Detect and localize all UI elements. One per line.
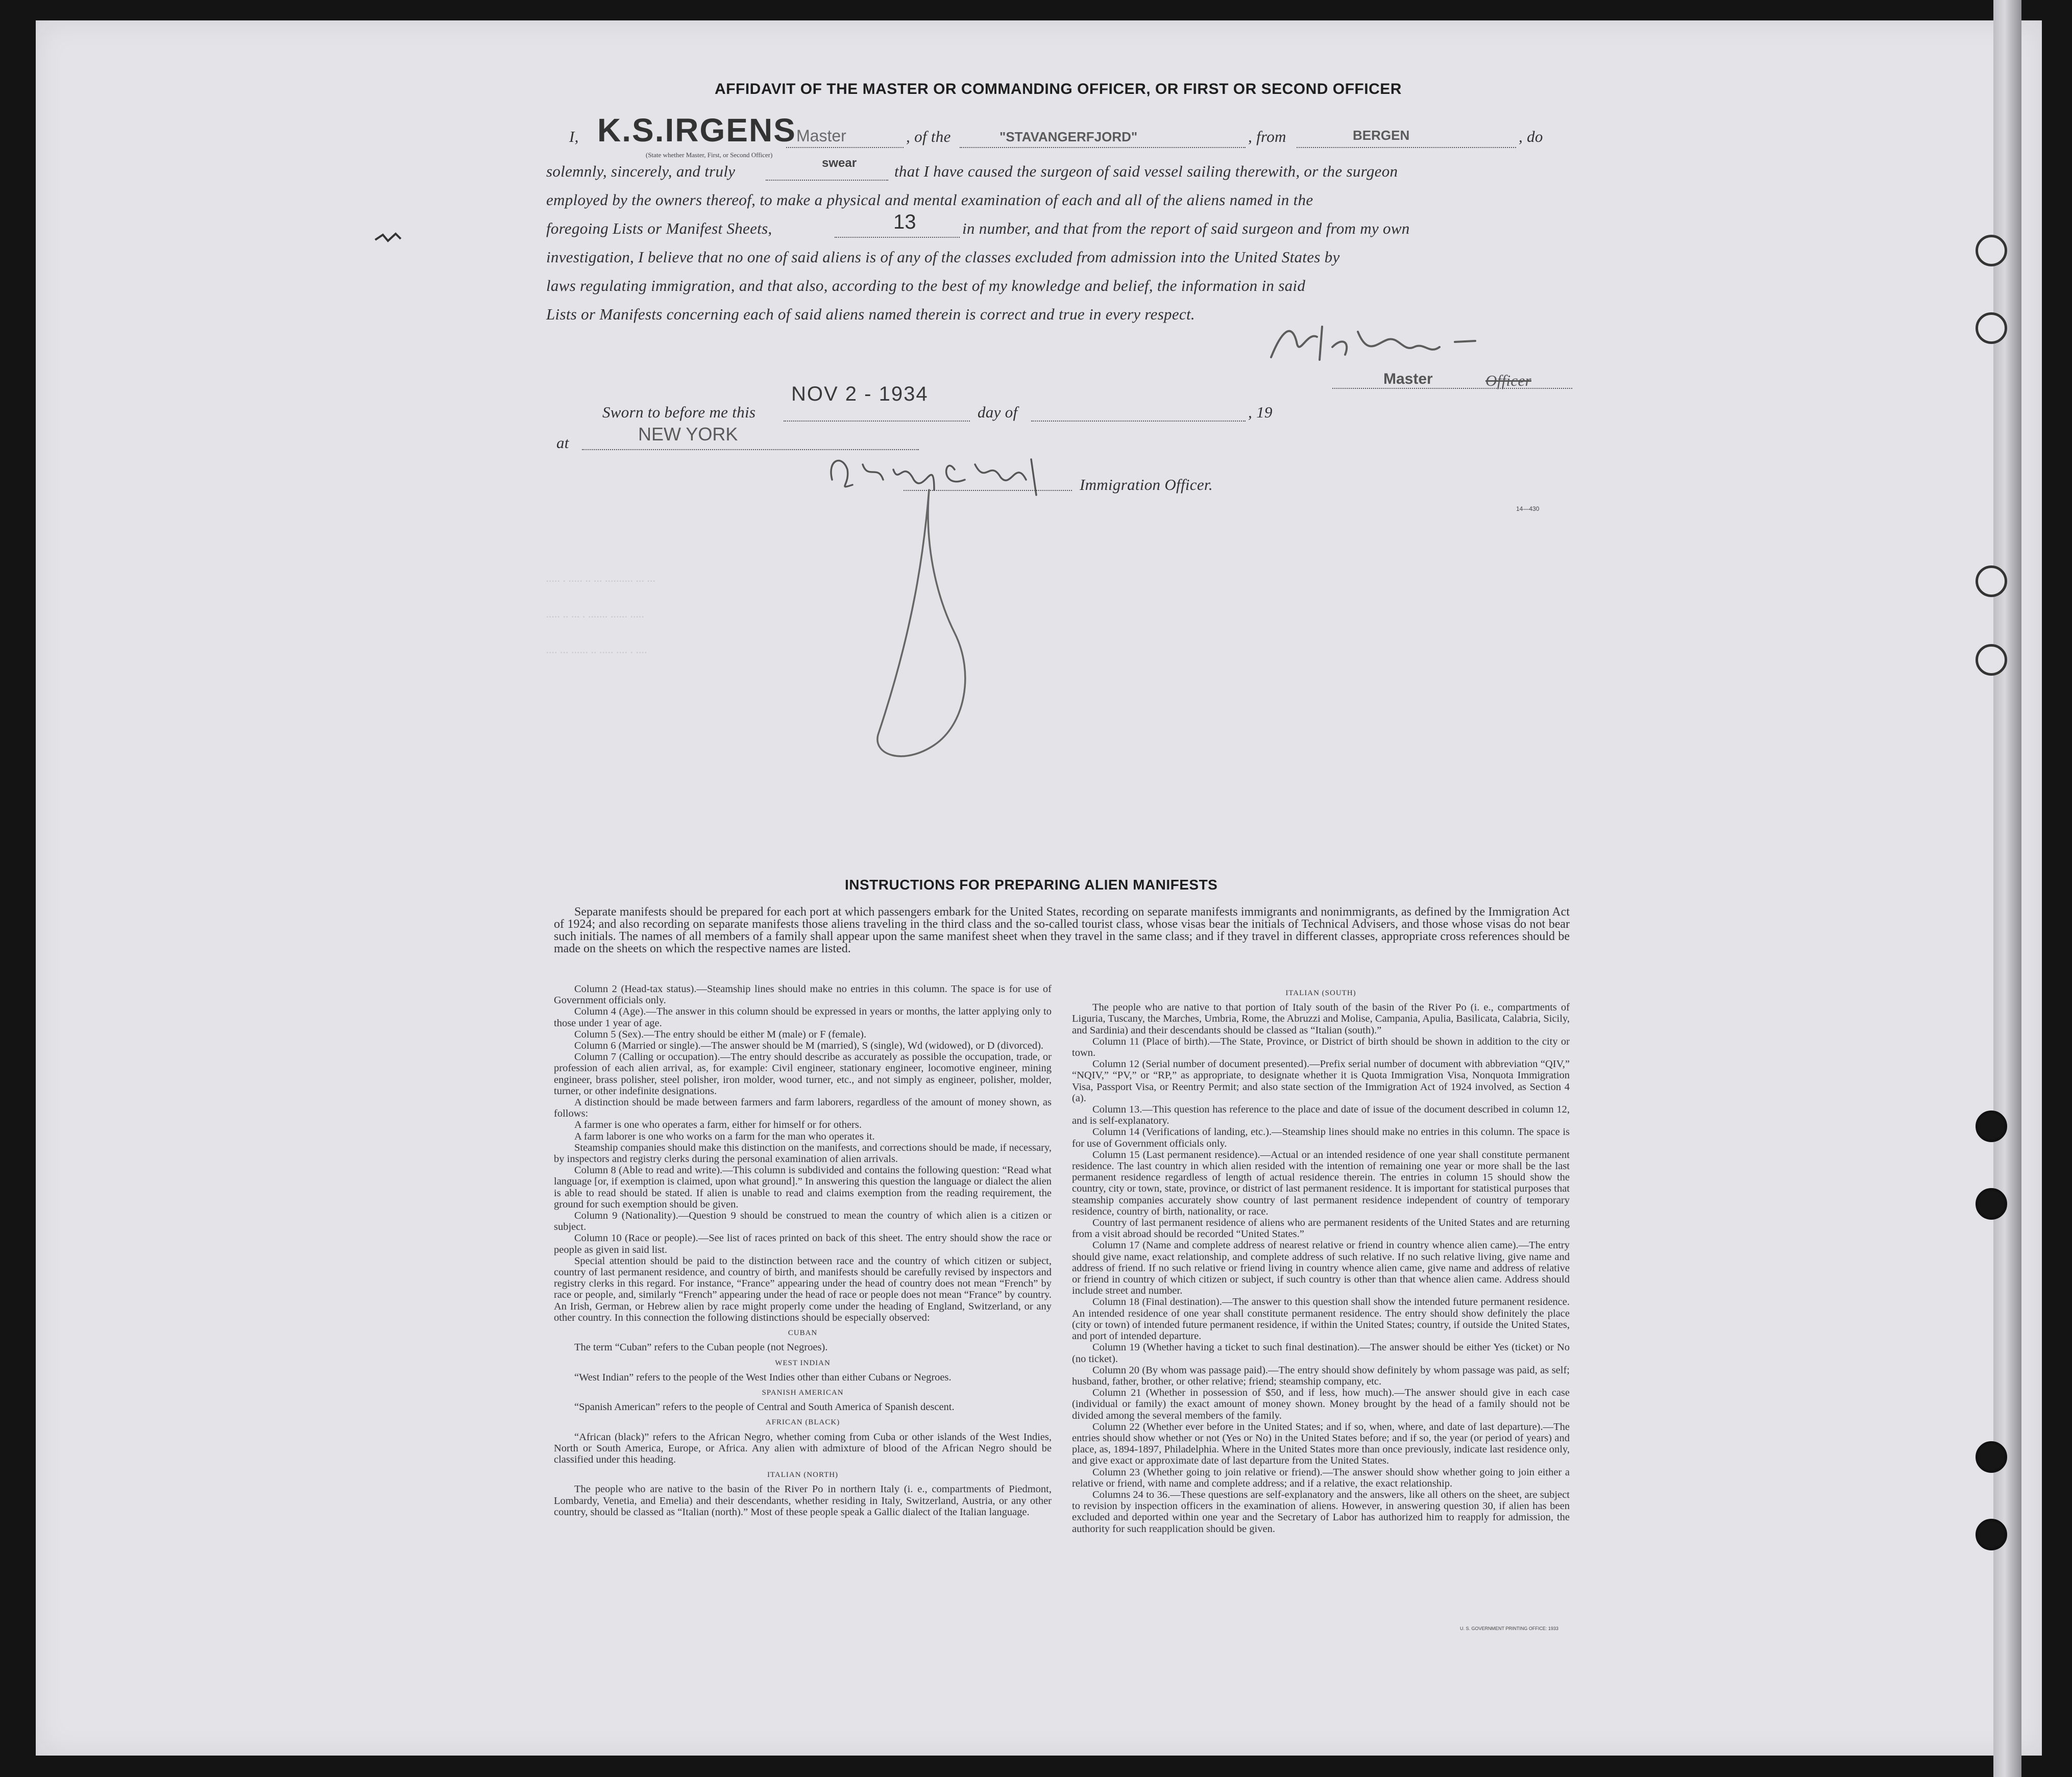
- location-stamp: NEW YORK: [638, 424, 738, 445]
- affidavit-line4-end: in number, and that from the report of said surgeon and from my own: [962, 219, 1410, 237]
- sworn-date-stamp: NOV 2 - 1934: [791, 383, 929, 405]
- affidavit-do: , do: [1519, 128, 1543, 145]
- form-number: 14—430: [1516, 505, 1540, 512]
- officer-name-stamp: K.S.IRGENS: [597, 112, 796, 149]
- instructions-right-column: ITALIAN (SOUTH) The people who are native to that portion of Italy south of the basin of the River Po (i. e., compartments of Liguria, Tuscany, the Marches, Umbria, Rome, the Abruzzi and Molise, Campania, Apulia, Basilicata, Calabria, Sicily, and Sardinia) and their descendants should be classed as “Italian (south).” Column 11 (Place of birth).—The State, Province, or District of birth should be shown in addition to the city or town. Column 12 (Serial number of document presented).—Prefix serial number of document with abbreviation “QIV,” “NQIV,” “PV,” or “RP,” as appropriate, to designate whether it is Quota Immigration Visa, Nonquota Immigration Visa, Passport Visa, or Reentry Permit; and also state section of the Immigration Act of 1924 involved, as Section 4 (a). Column 13.—This question has reference to the place and date of issue of the document described in column 12, and is self-explanatory. Column 14 (Verifications of landing, etc.).—Steamship lines should make no entries in this column. The space is for use of Government officials only. Column 15 (Last permanent residence).—Actual or an intended residence of one year shall constitute permanent residence. The last country in which alien resided with the intention of remaining one year or more shall be the last permanent residence regardless of length of actual residence therein. The entries in column 15 should show the country, city or town, state, province, or district of last permanent residence. It is important for statistical purposes that steamship companies accurately show country of last permanent residence independent of country of temporary residence, country of birth, nationality, or race. Country of last permanent residence of aliens who are permanent residents of the United States and are returning from a visit abroad should be recorded “United States.” Column 17 (Name and complete address of nearest relative or friend in country whence alien came).—The entry should give name, exact relationship, and complete address of such relative. If no such relative living, give name and address of friend. If no such relative or friend living in country whence alien came, give name and address of relative or friend in country of which citizen or subject, if such country is other than that whence alien came. Address should include street and number. Column 18 (Final destination).—The answer to this question shall show the intended future permanent residence. An intended residence of one year shall constitute permanent residence. The entry should show definitely the place (city or town) of intended future permanent residence, if within the United States; country, if outside the United States, and port of intended departure. Column 19 (Whether having a ticket to such final destination).—The answer should be either Yes (ticket) or No (no ticket). Column 20 (By whom was passage paid).—The entry should show definitely by whom passage was paid, as self; husband, father, brother, or other relative; friend; steamship company, etc. Column 21 (Whether in possession of $50, and if less, how much).—The answer should give in each case (individual or family) the exact amount of money shown. Money brought by the head of a family should not be divided among the several members of the family. Column 22 (Whether ever before in the United States; and if so, when, where, and date of last departure).—The entries should show whether or not (Yes or No) in the United States before; and if so, the year (or period of years) and place, as, 1894-1897, Philadelphia. Where in the United States more than once previously, indicate last residence only, and give exact or approximate date of last departure from the United States. Column 23 (Whether going to join relative or friend).—The answer should show whether going to join either a relative or friend, with name and complete address; and if a relative, the exact relationship. Columns 24 to 36.—These questions are self-explanatory and the answers, like all others on the sheet, are subject to revision by inspection officers in the examination of aliens. However, in answering question 30, if alien has been excluded and deported within one year and the Secretary of Labor has authorized him to reapply for admission, the authority for such reapplication should be given.: [1072, 983, 1570, 1535]
- punch-hole-icon: [1976, 235, 2007, 266]
- affidavit-line2: solemnly, sincerely, and truly: [546, 162, 736, 180]
- heading-cuban: CUBAN: [788, 1329, 818, 1338]
- affidavit-line7: Lists or Manifests concerning each of said aliens named therein is correct and true in every respect.: [546, 305, 1195, 323]
- port-stamp: BERGEN: [1353, 128, 1410, 143]
- binding-strip: [1993, 0, 2021, 1777]
- day-of: day of: [978, 403, 1018, 421]
- affidavit-from: , from: [1248, 128, 1286, 145]
- master-signature-icon: [1261, 311, 1516, 373]
- master-title-stamp: Master: [1383, 371, 1433, 387]
- at-label: at: [556, 434, 569, 452]
- sworn-prefix: Sworn to before me this: [602, 403, 756, 421]
- officer-struck: Officer: [1485, 372, 1531, 389]
- affidavit-of-the: , of the: [906, 128, 951, 145]
- heading-italian-south: ITALIAN (SOUTH): [1285, 989, 1356, 997]
- printer-imprint: U. S. GOVERNMENT PRINTING OFFICE: 1933: [1460, 1626, 1558, 1631]
- heading-west-indian: WEST INDIAN: [775, 1359, 831, 1367]
- affidavit-line3: employed by the owners thereof, to make a physical and mental examination of each and all of the aliens named in the: [546, 191, 1313, 209]
- affidavit-title: AFFIDAVIT OF THE MASTER OR COMMANDING OFFICER, OR FIRST OR SECOND OFFICER: [715, 81, 1402, 97]
- instructions-left-column: Column 2 (Head-tax status).—Steamship lines should make no entries in this column. The space is for use of Government officials only. Column 4 (Age).—The answer in this column should be expressed in years or months, the latter applying only to those under 1 year of age. Column 5 (Sex).—The entry should be either M (male) or F (female). Column 6 (Married or single).—The answer should be M (married), S (single), Wd (widowed), or D (divorced). Column 7 (Calling or occupation).—The entry should describe as accurately as possible the occupation, trade, or profession of each alien arrival, as, for example: Civil engineer, stationary engineer, locomotive engineer, mining engineer, brass polisher, steel polisher, iron molder, wood turner, etc., and not simply as engineer, polisher, molder, turner, or other indefinite designations. A distinction should be made between farmers and farm laborers, regardless of the amount of money shown, as follows: A farmer is one who operates a farm, either for himself or for others. A farm laborer is one who works on a farm for the man who operates it. Steamship companies should make this distinction on the manifests, and corrections should be made, if necessary, by inspectors and registry clerks during the personal examination of alien arrivals. Column 8 (Able to read and write).—This column is subdivided and contains the following question: “Read what language [or, if exemption is claimed, upon what ground].” In answering this question the language or dialect the alien is able to read should be stated. If alien is unable to read and claims exemption from the reading requirement, the ground for such exemption should be given. Column 9 (Nationality).—Question 9 should be construed to mean the country of which alien is a citizen or subject. Column 10 (Race or people).—See list of races printed on back of this sheet. The entry should show the race or people as given in said list. Special attention should be paid to the distinction between race and the country of which citizen or subject, country of last permanent residence, and country of birth, and manifests should be carefully revised by inspectors and registry clerks in this regard. For instance, “France” appearing under the head of country does not mean “French” by race or people, and, similarly “French” appearing under the head of race or people does not mean “France” by country. An Irish, German, or Hebrew alien by race might properly come under the heading of England, Switzerland, or any other country. In this connection the following distinctions should be especially observed: CUBAN The term “Cuban” refers to the Cuban people (not Negroes). WEST INDIAN “West Indian” refers to the people of the West Indies other than either Cubans or Negroes. SPANISH AMERICAN “Spanish American” refers to the people of Central and South America of Spanish descent. AFRICAN (BLACK) “African (black)” refers to the African Negro, whether coming from Cuba or other islands of the West Indies, North or South America, Europe, or Africa. Any alien with admixture of blood of the African Negro should be classified under this heading. ITALIAN (NORTH) The people who are native to the basin of the River Po in northern Italy (i. e., compartments of Piedmont, Lombardy, Venetia, and Emelia) and their descendants, whether residing in Italy, Switzerland, Austria, or any other country, should be classed as “Italian (north).” Most of these people speak a Gallic dialect of the Italian language.: [554, 983, 1052, 1518]
- stray-mark-icon: [373, 230, 403, 245]
- officer-signature-icon: [822, 449, 1138, 776]
- affidavit-line6: laws regulating immigration, and that also, according to the best of my knowledge and belief, the information in said: [546, 277, 1306, 294]
- instructions-intro: Separate manifests should be prepared for each port at which passengers embark for the United States, recording on separate manifests immigrants and nonimmigrants, as defined by the Immigration Act of 1924; and also recording on separate manifests those aliens traveling in the third class and the so-called tourist class, whose visas bear the initials of Technical Advisers, and those whose visas do not bear such initials. The names of all members of a family shall appear upon the same manifest sheet when they travel in the same class; and if they travel in different classes, appropriate cross references should be made on the sheets on which the respective names are listed.: [554, 905, 1570, 955]
- punch-hole-icon: [1976, 1519, 2007, 1550]
- rank-note: (State whether Master, First, or Second Officer): [646, 151, 773, 159]
- affidavit-line4: foregoing Lists or Manifest Sheets,: [546, 219, 772, 237]
- immigration-officer-label: Immigration Officer.: [1080, 476, 1213, 493]
- punch-hole-icon: [1976, 565, 2007, 597]
- affidavit-i: I,: [569, 128, 579, 145]
- affidavit-line5: investigation, I believe that no one of said aliens is of any of the classes excluded from admission into the United States by: [546, 248, 1340, 266]
- oath-stamp: swear: [822, 156, 857, 170]
- punch-hole-icon: [1976, 1110, 2007, 1142]
- heading-spanish-american: SPANISH AMERICAN: [762, 1388, 844, 1397]
- punch-hole-icon: [1976, 644, 2007, 676]
- punch-hole-icon: [1976, 1441, 2007, 1473]
- manifest-page: AFFIDAVIT OF THE MASTER OR COMMANDING OFFICER, OR FIRST OR SECOND OFFICER I, K.S.IRGENS Master (State whether Master, First, or Second Officer) , of the "STAVANGERFJORD" , from BERGEN , do solemnly, sincerely, and truly swear that I have caused the surgeon of said vessel sailing therewith, or the surgeon employed by the owners thereof, to make a physical and mental examination of each and all of the aliens named in the foregoing Lists or Manifest Sheets, 13 in number, and that from the report of said surgeon and from my own investigation, I believe that no one of said aliens is of any of the classes excluded from admission into the United States by laws regulating immigration, and that also, according to the best of my knowledge and belief, the information in said Lists or Manifests concerning each of said aliens named therein is correct and true in every respect. ..... . ..... .. ... .......... ... ... ..... .. ... . ....... ...... ..... .... ... ...... .. ..... .... . .... Master Officer Sworn to before me this NOV 2 - 1934 day of , 19 at NEW YORK Immigration Officer. 14—430 INSTRUCTIONS FOR PREPARING ALIEN MANIFESTS Separate manifests should be prepared for each port at which passengers embark for the United States, recording on separate manifests immigrants and nonimmigrants, as defined by the Immigration Act of 1924; and also recording on separate manifests those aliens traveling in the third class and the so-called tourist class, whose visas bear the initials of Technical Advisers, and those whose visas do not bear such initials. The names of all members of a family shall appear upon the same manifest sheet when they travel in the same class; and if they travel in different classes, appropriate cross references should be made on the sheets on which the respective names are listed. Column 2 (Head-tax status).—Steamship lines should make no entries in this column. The space is for use of Government officials only. Column 4 (Age).—The answer in this column should be expressed in years or months, the latter applying only to those under 1 year of age. Column 5 (Sex).—The entry should be either M (male) or F (female). Column 6 (Married or single).—The answer should be M (married), S (single), Wd (widowed), or D (divorced). Column 7 (Calling or occupation).—The entry should describe as accurately as possible the occupation, trade, or profession of each alien arrival, as, for example: Civil engineer, stationary engineer, locomotive engineer, mining engineer, brass polisher, steel polisher, iron molder, wood turner, etc., and not simply as engineer, polisher, molder, turner, or other indefinite designations. A distinction should be made between farmers and farm laborers, regardless of the amount of money shown, as follows: A farmer is one who operates a farm, either for himself or for others. A farm laborer is one who works on a farm for the man who operates it. Steamship companies should make this distinction on the manifests, and corrections should be made, if necessary, by inspectors and registry clerks during the personal examination of alien arrivals. Column 8 (Able to read and write).—This column is subdivided and contains the following question: “Read what language [or, if exemption is claimed, upon what ground].” In answering this question the language or dialect the alien is able to read should be stated. If alien is unable to read and claims exemption from the reading requirement, the ground for such exemption should be given. Column 9 (Nationality).—Question 9 should be construed to mean the country of which alien is a citizen or subject. Column 10 (Race or people).—See list of races printed on back of this sheet. The entry should show the race or people as given in said list. Special attention should be paid to the distinction between race and the country of which citizen or subject, country of last permanent residence, and country of birth, and manifests should be carefully revised by inspectors and registry clerks in this regard. For instance, “France” appearing under the head of country does not mean “French” by race or people, and, similarly “French” appearing under the head of race or people does not mean “France” by country. An Irish, German, or Hebrew alien by race might properly come under the heading of England, Switzerland, or any other country. In this connection the following distinctions should be especially observed: CUBAN The term “Cuban” refers to the Cuban people (not Negroes). WEST INDIAN “West Indian” refers to the people of the West Indies other than either Cubans or Negroes. SPANISH AMERICAN “Spanish American” refers to the people of Central and South America of Spanish descent. AFRICAN (BLACK) “African (black)” refers to the African Negro, whether coming from Cuba or other islands of the West Indies, North or South America, Europe, or Africa. Any alien with admixture of blood of the African Negro should be classified under this heading. ITALIAN (NORTH) The people who are native to the basin of the River Po in northern Italy (i. e., compartments of Piedmont, Lombardy, Venetia, and Emelia) and their descendants, whether residing in Italy, Switzerland, Austria, or any other country, should be classed as “Italian (north).” Most of these people speak a Gallic dialect of the Italian language. ITALIAN (SOUTH) The people who are native to that portion of Italy south of the basin of the River Po (i. e., compartments of Liguria, Tuscany, the Marches, Umbria, Rome, the Abruzzi and Molise, Campania, Apulia, Basilicata, Calabria, Sicily, and Sardinia) and their descendants should be classed as “Italian (south).” Column 11 (Place of birth).—The State, Province, or District of birth should be shown in addition to the city or town. Column 12 (Serial number of document presented).—Prefix serial number of document with abbreviation “QIV,” “NQIV,” “PV,” or “RP,” as appropriate, to designate whether it is Quota Immigration Visa, Nonquota Immigration Visa, Passport Visa, or Reentry Permit; and also state section of the Immigration Act of 1924 involved, as Section 4 (a). Column 13.—This question has reference to the place and date of issue of the document described in column 12, and is self-explanatory. Column 14 (Verifications of landing, etc.).—Steamship lines should make no entries in this column. The space is for use of Government officials only. Column 15 (Last permanent residence).—Actual or an intended residence of one year shall constitute permanent residence. The last country in which alien resided with the intention of remaining one year or more shall be the last permanent residence regardless of length of actual residence therein. The entries in column 15 should show the country, city or town, state, province, or district of last permanent residence. It is important for statistical purposes that steamship companies accurately show country of last permanent residence independent of country of temporary residence, country of birth, nationality, or race. Country of last permanent residence of aliens who are permanent residents of the United States and are returning from a visit abroad should be recorded “United States.” Column 17 (Name and complete address of nearest relative or friend in country whence alien came).—The entry should give name, exact relationship, and complete address of such relative. If no such relative living, give name and address of friend. If no such relative or friend living in country whence alien came, give name and address of relative or friend in country of which citizen or subject, if such country is other than that whence alien came. Address should include street and number. Column 18 (Final destination).—The answer to this question shall show the intended future permanent residence. An intended residence of one year shall constitute permanent residence. The entry should show definitely the place (city or town) of intended future permanent residence, if within the United States; country, if outside the United States, and port of intended departure. Column 19 (Whether having a ticket to such final destination).—The answer should be either Yes (ticket) or No (no ticket). Column 20 (By whom was passage paid).—The entry should show definitely by whom passage was paid, as self; husband, father, brother, or other relative; friend; steamship company, etc. Column 21 (Whether in possession of $50, and if less, how much).—The answer should give in each case (individual or family) the exact amount of money shown. Money brought by the head of a family should not be divided among the several members of the family. Column 22 (Whether ever before in the United States; and if so, when, where, and date of last departure).—The entries should show whether or not (Yes or No) in the United States before; and if so, the year (or period of years) and place, as, 1894-1897, Philadelphia. Where in the United States more than once previously, indicate last residence only, and give exact or approximate date of last departure from the United States. Column 23 (Whether going to join relative or friend).—The answer should show whether going to join either a relative or friend, with name and complete address; and if a relative, the exact relationship. Columns 24 to 36.—These questions are self-explanatory and the answers, like all others on the sheet, are subject to revision by inspection officers in the examination of aliens. However, in answering question 30, if alien has been excluded and deported within one year and the Secretary of Labor has authorized him to reapply for admission, the authority for such reapplication should be given. U. S. GOVERNMENT PRINTING OFFICE: 1933: [36, 20, 2042, 1756]
- officer-rank-stamp: Master: [796, 127, 846, 145]
- year-prefix: , 19: [1248, 403, 1273, 421]
- affidavit-line2-end: that I have caused the surgeon of said vessel sailing therewith, or the surgeon: [894, 162, 1398, 180]
- punch-hole-icon: [1976, 1188, 2007, 1220]
- heading-italian-north: ITALIAN (NORTH): [767, 1471, 839, 1479]
- sheet-count-stamp: 13: [893, 211, 916, 233]
- instructions-title: INSTRUCTIONS FOR PREPARING ALIEN MANIFESTS: [845, 877, 1218, 893]
- heading-african: AFRICAN (BLACK): [765, 1418, 840, 1427]
- vessel-stamp: "STAVANGERFJORD": [1000, 129, 1138, 144]
- punch-hole-icon: [1976, 312, 2007, 344]
